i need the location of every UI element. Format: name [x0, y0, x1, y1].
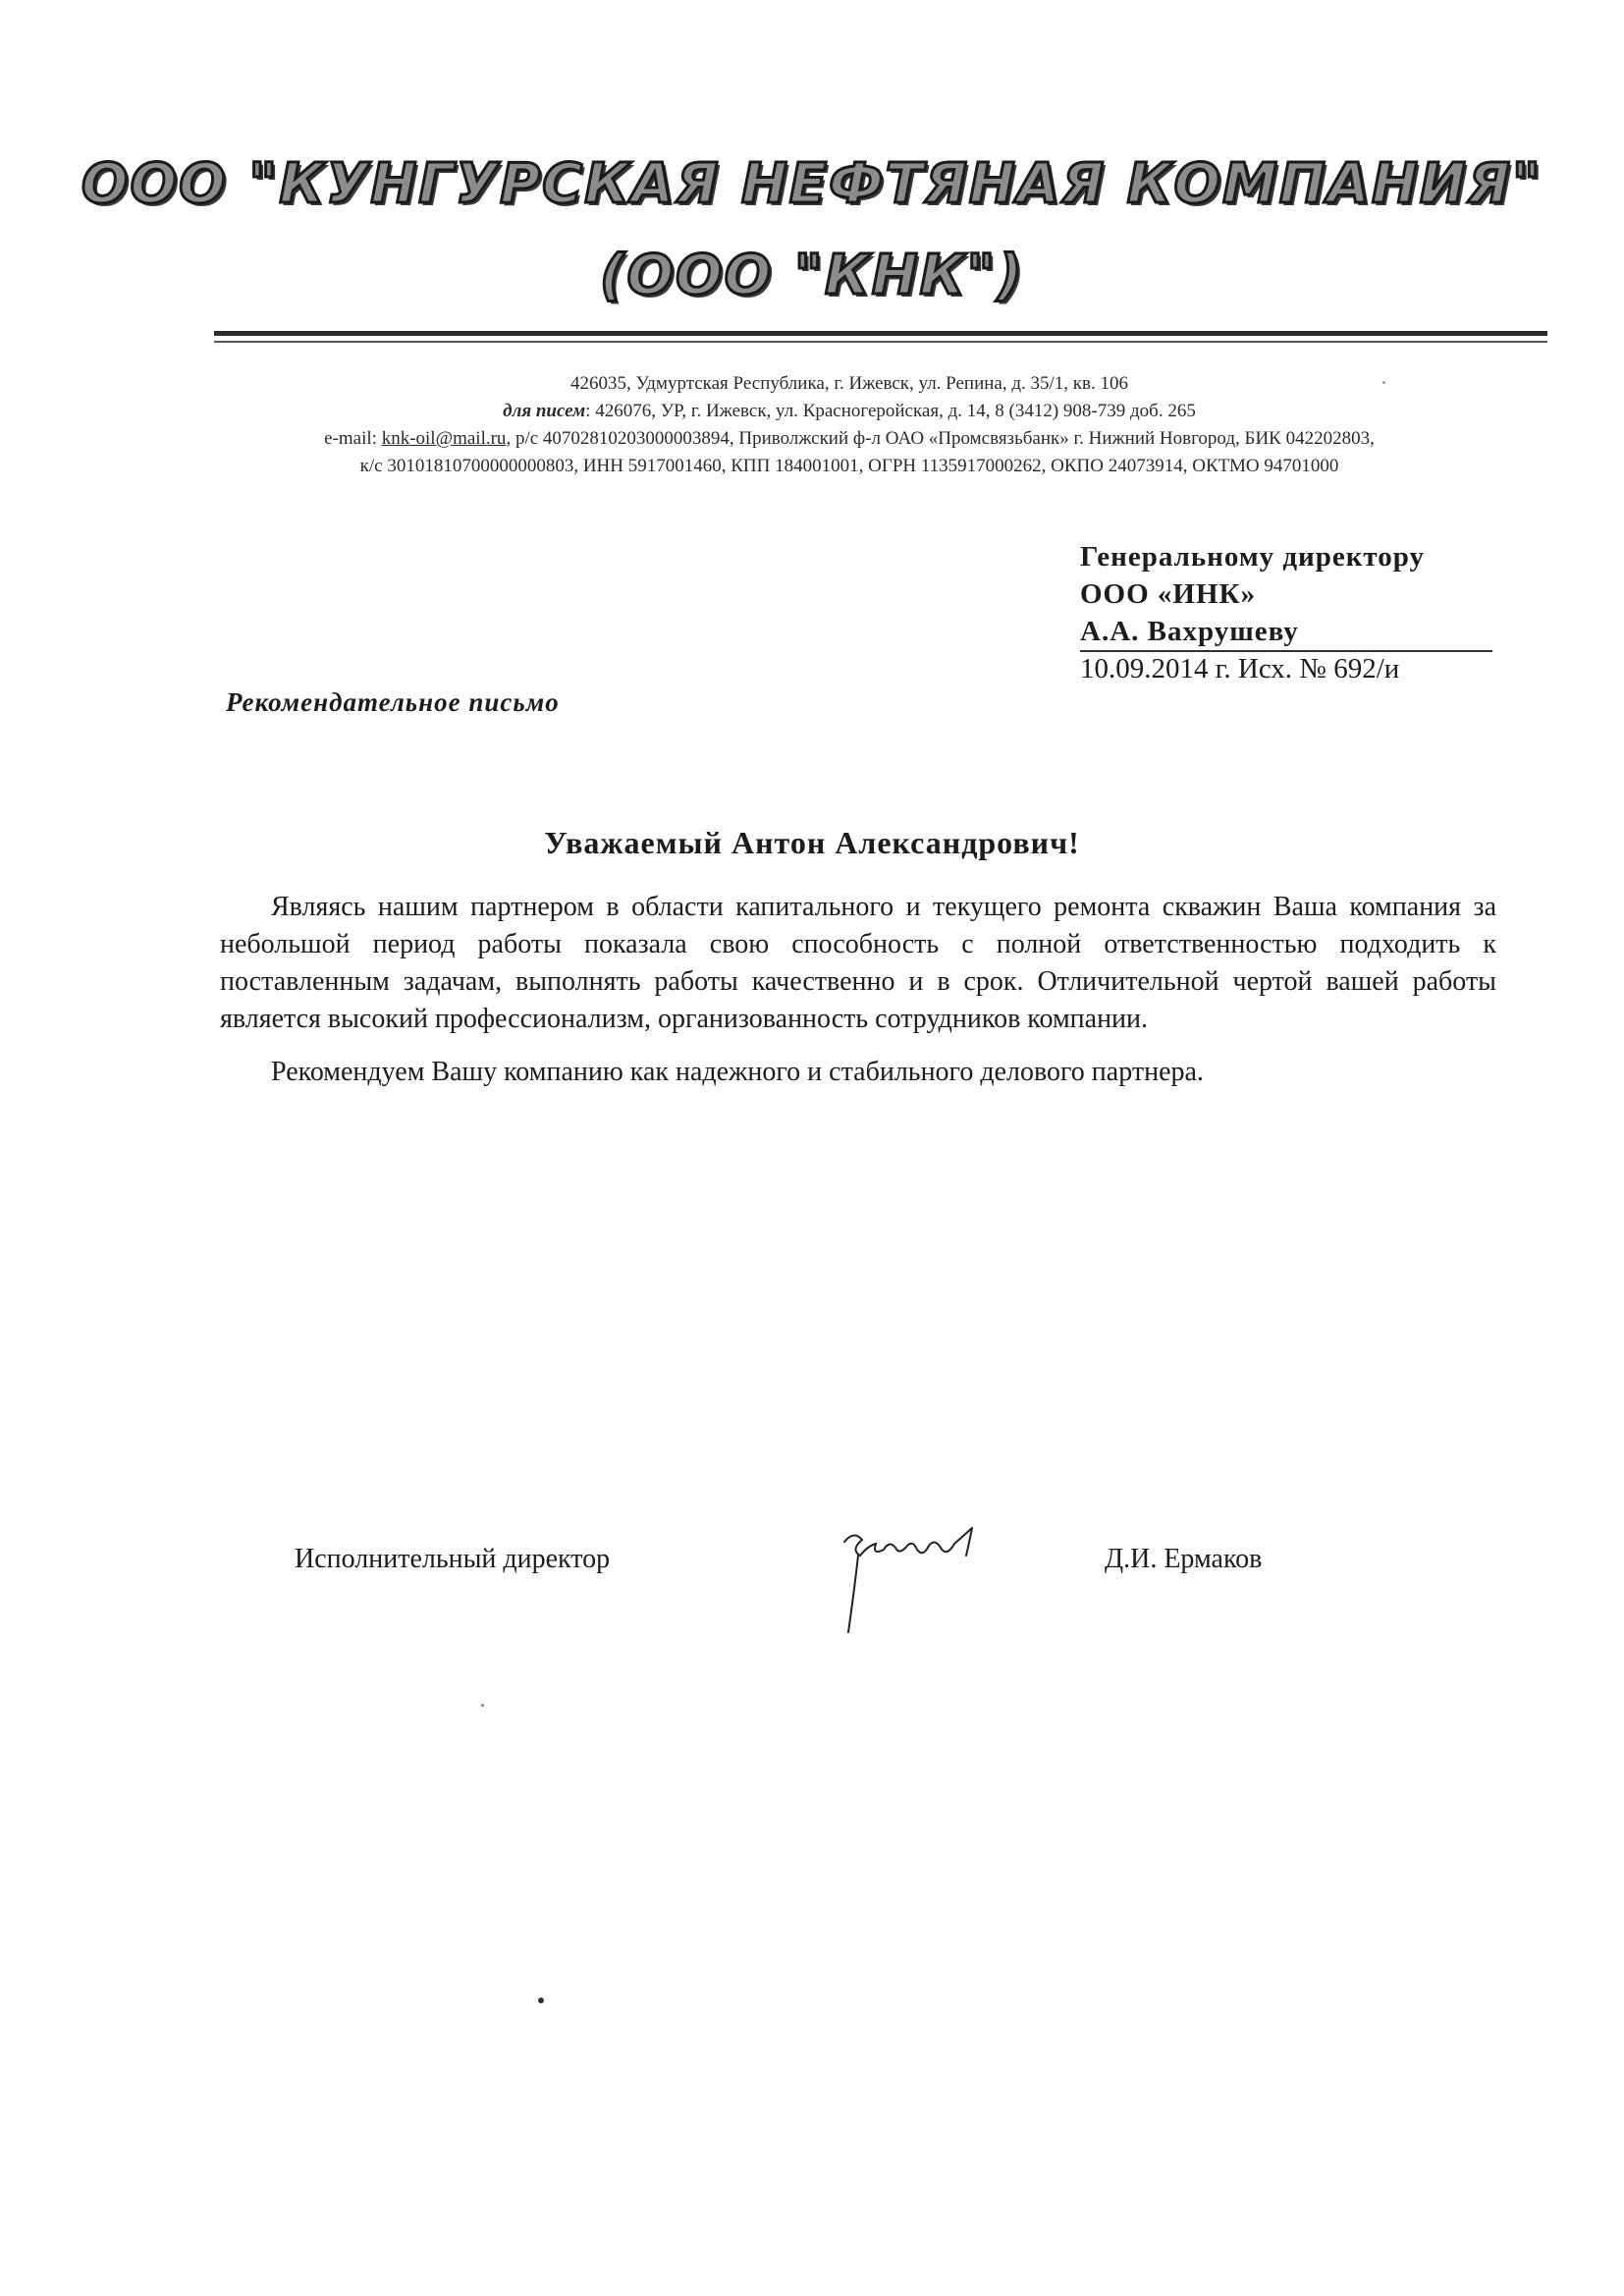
company-name: ООО "КУНГУРСКАЯ НЕФТЯНАЯ КОМПАНИЯ" — [81, 152, 1543, 216]
addressee-company: ООО «ИНК» — [1080, 578, 1257, 610]
legal-address: 426035, Удмуртская Республика, г. Ижевск, ул. Репина, д. 35/1, кв. 106 — [569, 373, 1129, 394]
bank-details-line — [196, 425, 1502, 453]
scan-speck — [538, 1997, 544, 2003]
scan-speck — [1382, 381, 1385, 384]
outgoing-number: 10.09.2014 г. Исх. № 692/и — [1080, 653, 1400, 684]
body-paragraph: Рекомендуем Вашу компанию как надежного и стабильного делового партнера. — [271, 1057, 1204, 1087]
addressee-block — [1080, 538, 1492, 652]
company-contacts — [196, 370, 1502, 480]
addressee-position: Генеральному директору — [1080, 541, 1426, 573]
letterhead-divider — [214, 331, 1547, 336]
signatory-position: Исполнительный директор — [295, 1544, 611, 1574]
scan-speck — [481, 1704, 484, 1707]
company-short-name: (ООО "КНК") — [599, 244, 1025, 307]
signatory-name: Д.И. Ермаков — [1105, 1544, 1263, 1574]
mail-address-line — [196, 398, 1502, 425]
addressee-name: А.А. Вахрушеву — [1080, 613, 1492, 652]
mail-label: для писем — [503, 401, 586, 421]
greeting: Уважаемый Антон Александрович! — [544, 825, 1080, 860]
mail-address: : 426076, УР, г. Ижевск, ул. Красногеройская, д. 14, 8 (3412) 908-739 доб. 265 — [585, 401, 1196, 421]
bank-details: , р/с 40702810203000003894, Приволжский ф-л ОАО «Промсвязьбанк» г. Нижний Новгород, БИК 042202803, — [506, 428, 1375, 449]
body-paragraph: Являясь нашим партнером в области капитального и текущего ремонта скважин Ваша компания за небольшой период работы показала свою способность с полной ответственностью подходить к поставленным задачам, выполнять работы качественно и в срок. Отличительной чертой вашей работы является высокий профессионализм, организованность сотрудников компании. — [220, 892, 1496, 1034]
handwritten-signature — [825, 1522, 1021, 1660]
email-link[interactable]: knk-oil@mail.ru — [381, 428, 507, 449]
email-label: e-mail: — [324, 428, 382, 449]
letterhead-divider-thin — [214, 341, 1547, 343]
requisites-line: к/с 30101810700000000803, ИНН 5917001460, КПП 184001001, ОГРН 1135917000262, ОКПО 24073914, ОКТМО 94701000 — [359, 456, 1339, 476]
document-kind: Рекомендательное письмо — [226, 687, 560, 717]
letter-body — [220, 889, 1496, 1091]
